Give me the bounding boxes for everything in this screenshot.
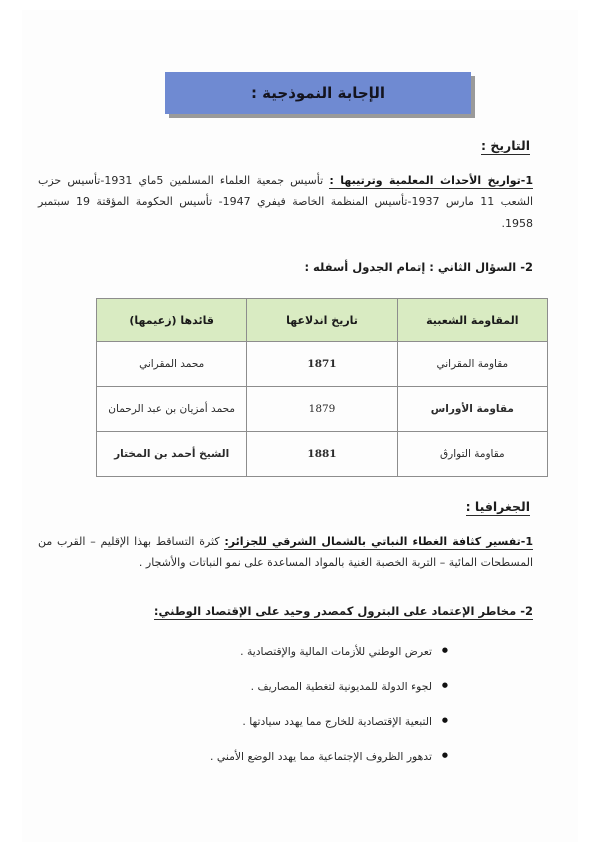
- resistance-table-wrap: [96, 298, 548, 477]
- section-heading-history: التاريخ :: [480, 138, 530, 153]
- history-q1-label: 1-تواريخ الأحداث المعلمية وترتيبها :: [329, 174, 533, 187]
- geography-q1-label: 1-تفسير كثافة الغطاء النباتي بالشمال الشرقي للجزائر:: [224, 535, 533, 548]
- cell-year: 1871: [247, 342, 397, 387]
- history-q1-body: تأسيس جمعية العلماء المسلمين 5ماي 1931-تأسيس حزب الشعب 11 مارس 1937-تأسيس المنظمة الخاصة فيفري 1947- تأسيس الحكومة المؤقتة 19 سبتمبر 1958.: [38, 174, 534, 230]
- cell-year: 1879: [247, 387, 397, 432]
- table-row: [97, 432, 548, 477]
- table-row: [97, 342, 548, 387]
- cell-resistance: مقاومة المقراني: [397, 342, 547, 387]
- geography-question-2-label: 2- مخاطر الإعتماد على البترول كمصدر وحيد على الإقتصاد الوطني:: [153, 604, 533, 618]
- table-head: [97, 299, 548, 342]
- list-item: ● التبعية الإقتصادية للخارج مما يهدد سيادتها .: [118, 714, 448, 729]
- geography-question-1: [38, 531, 533, 574]
- history-question-2-label: 2- السؤال الثاني : إتمام الجدول أسفله :: [304, 260, 533, 274]
- page-title: الإجابة النموذجية :: [250, 84, 386, 102]
- cell-year: 1881: [247, 432, 397, 477]
- banner-box: [165, 72, 471, 114]
- cell-leader: الشيخ أحمد بن المختار: [97, 432, 247, 477]
- title-banner: [165, 72, 475, 118]
- table-body: [97, 342, 548, 477]
- cell-leader: محمد أمزيان بن عبد الرحمان: [97, 387, 247, 432]
- list-item: ● لجوء الدولة للمديونية لتغطية المصاريف .: [118, 679, 448, 694]
- history-question-1: [38, 170, 533, 234]
- col-header-resistance: المقاومة الشعبية: [397, 299, 547, 342]
- cell-leader: محمد المقراني: [97, 342, 247, 387]
- list-item: ● تدهور الظروف الإجتماعية مما يهدد الوضع الأمني .: [118, 749, 448, 764]
- list-item: ● تعرض الوطني للأزمات المالية والإقتصادية .: [118, 644, 448, 659]
- geography-answer-list: [118, 644, 448, 784]
- section-heading-geography: الجغرافيا :: [465, 499, 530, 514]
- paper-sheet: [22, 10, 578, 842]
- table-header-row: [97, 299, 548, 342]
- resistance-table: [96, 298, 548, 477]
- cell-resistance: مقاومة الأوراس: [397, 387, 547, 432]
- cell-resistance: مقاومة التوارڨ: [397, 432, 547, 477]
- table-row: [97, 387, 548, 432]
- geography-q1-body: كثرة التساقط بهذا الإقليم – القرب من المسطحات المائية – التربة الخصبة الغنية بالمواد المساعدة على نمو النباتات والأشجار .: [38, 535, 533, 570]
- col-header-leader: قائدها (زعيمها): [97, 299, 247, 342]
- col-header-year: تاريخ اندلاعها: [247, 299, 397, 342]
